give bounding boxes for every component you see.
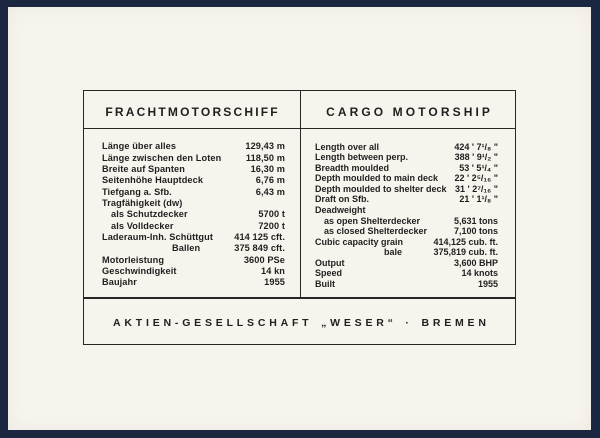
spec-row xyxy=(102,277,285,288)
spec-row xyxy=(102,266,285,277)
spec-value: 375 849 cft. xyxy=(234,243,285,254)
spec-row xyxy=(102,187,285,198)
spec-value: 31 ' 2⁷/₁₆ " xyxy=(455,183,498,194)
spec-row xyxy=(315,279,498,290)
spec-value: 3,600 BHP xyxy=(453,257,498,268)
spec-label: Speed xyxy=(315,268,343,279)
spec-label: Length over all xyxy=(315,141,380,152)
spec-label: Output xyxy=(315,257,345,268)
spec-label: as closed Shelterdecker xyxy=(324,226,428,237)
spec-value: 388 ' 9¹/₂ " xyxy=(454,152,498,163)
spec-value: 22 ' 2⁵/₁₆ " xyxy=(454,173,498,184)
spec-label: Built xyxy=(315,278,335,289)
spec-value: 118,50 m xyxy=(245,152,285,163)
spec-row xyxy=(102,175,285,186)
spec-value: 53 ' 5¹/₄ " xyxy=(459,162,498,173)
spec-value: 414,125 cub. ft. xyxy=(433,236,498,247)
spec-row xyxy=(315,247,498,258)
spec-label: Draft on Sfb. xyxy=(315,194,369,205)
spec-row xyxy=(315,173,498,184)
spec-value: 16,30 m xyxy=(250,163,285,174)
spec-value: 424 ' 7¹/₈ " xyxy=(454,141,498,152)
spec-value: 5,631 tons xyxy=(453,215,498,226)
shipyard-name: AKTIEN-GESELLSCHAFT „WESER“ · BREMEN xyxy=(113,317,490,329)
spec-label: Laderaum-Inh. Schüttgut xyxy=(102,231,214,242)
column-divider xyxy=(300,90,302,298)
spec-row xyxy=(315,152,498,163)
spec-label: Breadth moulded xyxy=(315,162,390,173)
spec-row xyxy=(102,153,285,164)
spec-row xyxy=(315,184,498,195)
spec-row xyxy=(102,243,285,254)
spec-value: 375,819 cub. ft. xyxy=(433,247,498,258)
spec-value: 6,76 m xyxy=(255,175,285,186)
spec-label: als Schutzdecker xyxy=(111,209,188,220)
spec-row xyxy=(315,226,498,237)
spec-label: Länge zwischen den Loten xyxy=(102,152,222,163)
spec-label: Motorleistung xyxy=(102,254,165,265)
spec-label: Länge über alles xyxy=(102,141,177,152)
spec-label: Ballen xyxy=(172,243,201,254)
spec-label: als Volldecker xyxy=(111,220,174,231)
spec-row xyxy=(102,209,285,220)
spec-label: Depth moulded to main deck xyxy=(315,173,439,184)
spec-row xyxy=(315,237,498,248)
spec-value: 1955 xyxy=(477,278,498,289)
spec-value: 7,100 tons xyxy=(453,226,498,237)
spec-value: 3600 PSe xyxy=(243,254,285,265)
german-title: FRACHTMOTORSCHIFF xyxy=(105,105,280,119)
spec-column-english xyxy=(315,142,498,290)
spec-row xyxy=(315,258,498,269)
spec-label: bale xyxy=(384,247,403,258)
spec-label: Baujahr xyxy=(102,277,137,288)
spec-row xyxy=(315,268,498,279)
spec-value: 7200 t xyxy=(258,220,285,231)
spec-row xyxy=(102,255,285,266)
spec-value: 6,43 m xyxy=(255,186,285,197)
spec-label: Tragfähigkeit (dw) xyxy=(102,197,183,208)
spec-value: 14 knots xyxy=(461,268,498,279)
spec-group-heading xyxy=(102,198,285,209)
spec-label: Geschwindigkeit xyxy=(102,265,177,276)
spec-label: Seitenhöhe Hauptdeck xyxy=(102,175,204,186)
spec-column-german xyxy=(102,141,285,288)
spec-label: Cubic capacity grain xyxy=(315,236,404,247)
spec-value: 414 125 cft. xyxy=(234,231,285,242)
spec-label: Deadweight xyxy=(315,204,366,215)
spec-group-heading xyxy=(315,205,498,216)
spec-row xyxy=(102,232,285,243)
spec-label: Length between perp. xyxy=(315,152,409,163)
spec-value: 14 kn xyxy=(261,265,285,276)
spec-value: 129,43 m xyxy=(245,141,285,152)
spec-value: 1955 xyxy=(264,277,285,288)
spec-row xyxy=(315,142,498,153)
spec-row xyxy=(315,194,498,205)
spec-label: Tiefgang a. Sfb. xyxy=(102,186,172,197)
spec-row xyxy=(102,221,285,232)
spec-row xyxy=(315,163,498,174)
spec-label: Depth moulded to shelter deck xyxy=(315,183,447,194)
spec-value: 5700 t xyxy=(258,209,285,220)
english-title: CARGO MOTORSHIP xyxy=(326,105,494,119)
spec-label: as open Shelterdecker xyxy=(324,215,421,226)
spec-value: 21 ' 1¹/₈ " xyxy=(459,194,498,205)
spec-row xyxy=(102,141,285,152)
spec-row xyxy=(315,216,498,227)
spec-row xyxy=(102,164,285,175)
spec-label: Breite auf Spanten xyxy=(102,163,185,174)
